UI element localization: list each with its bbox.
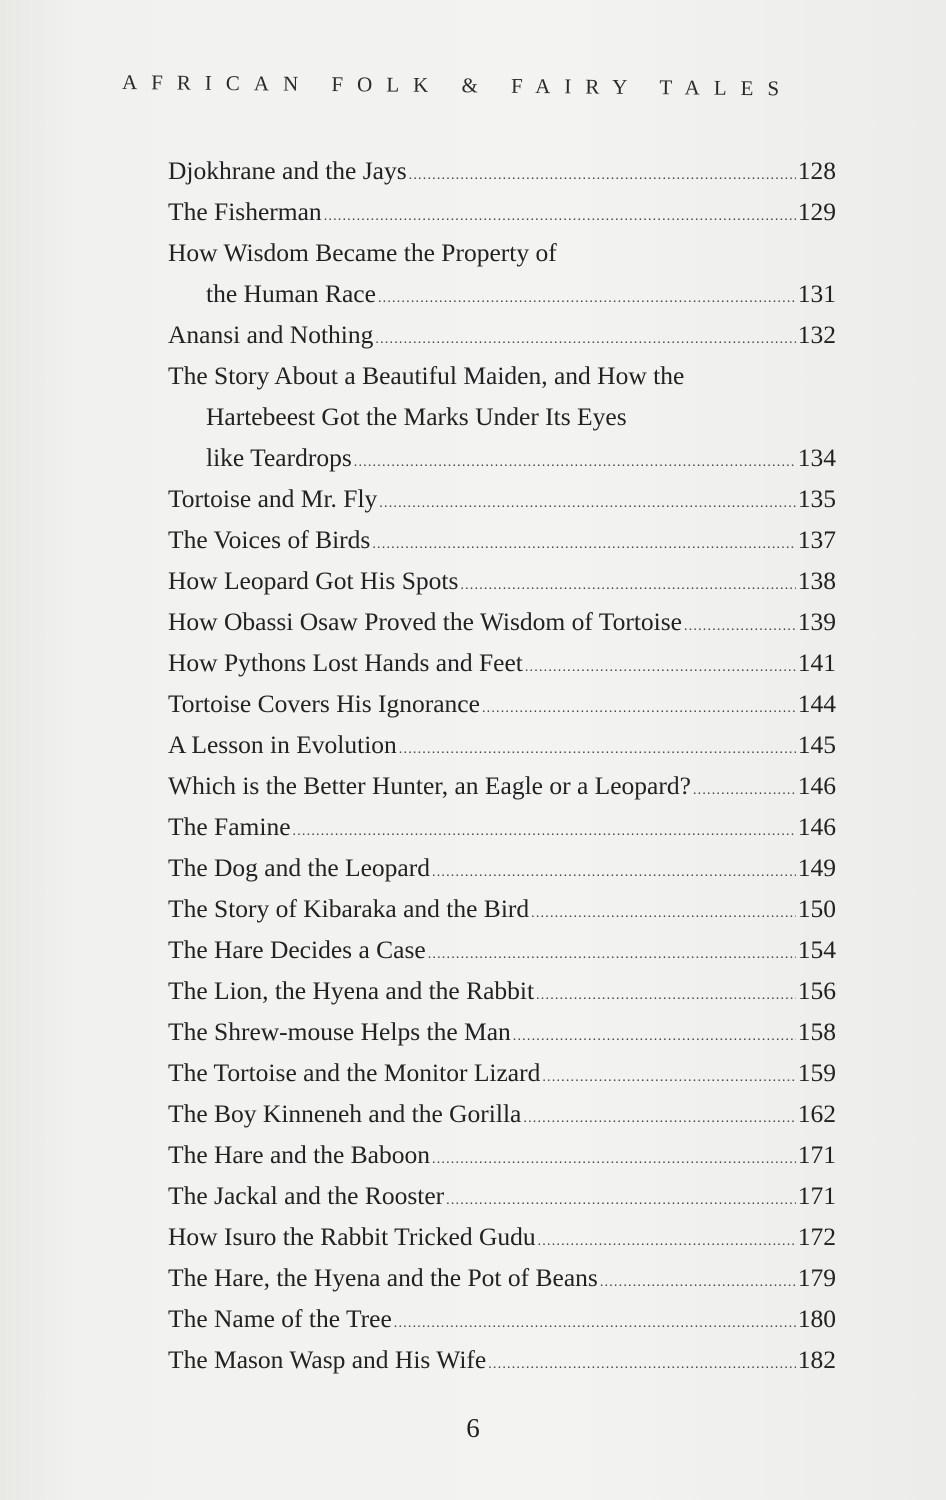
- toc-entry-page-number: 150: [797, 894, 836, 923]
- page-number: 6: [466, 1413, 480, 1443]
- toc-entry-page-number: 182: [797, 1345, 836, 1374]
- toc-entry: [168, 1339, 836, 1380]
- toc-entry-title: How Leopard Got His Spots: [168, 566, 459, 595]
- toc-entry-title: Which is the Better Hunter, an Eagle or a Leopard?: [168, 771, 691, 800]
- dot-leader: [693, 770, 796, 811]
- dot-leader: [372, 524, 795, 565]
- toc-entry-title: How Pythons Lost Hands and Feet: [168, 648, 523, 677]
- dot-leader: [531, 893, 796, 934]
- toc-entry-page-number: 128: [797, 156, 836, 185]
- toc-entry-title-line: How Wisdom Became the Property of: [168, 238, 557, 267]
- dot-leader: [460, 565, 795, 606]
- toc-entry-page-number: 134: [797, 443, 836, 472]
- dot-leader: [324, 196, 796, 237]
- dot-leader: [446, 1180, 796, 1221]
- toc-entry-title: The Voices of Birds: [168, 525, 371, 554]
- toc-entry: [168, 601, 836, 642]
- toc-entry-page-number: 162: [797, 1099, 836, 1128]
- toc-entry: [168, 642, 836, 683]
- toc-entry-page-number: 179: [797, 1263, 836, 1292]
- toc-entry-title: The Mason Wasp and His Wife: [168, 1345, 487, 1374]
- toc-entry-title-line: The Story About a Beautiful Maiden, and How the: [168, 361, 685, 390]
- toc-entry-title: How Obassi Osaw Proved the Wisdom of Tortoise: [168, 607, 682, 636]
- toc-entry-title: The Name of the Tree: [168, 1304, 392, 1333]
- toc-entry-page-number: 171: [797, 1140, 836, 1169]
- toc-entry-title: Anansi and Nothing: [168, 320, 374, 349]
- dot-leader: [293, 811, 796, 852]
- toc-entry: [168, 191, 836, 232]
- toc-entry-title: The Shrew-mouse Helps the Man: [168, 1017, 511, 1046]
- toc-entry-page-number: 154: [797, 935, 836, 964]
- toc-entry-page-number: 146: [797, 812, 836, 841]
- toc-entry-page-number: 180: [797, 1304, 836, 1333]
- toc-entry-page-number: 132: [797, 320, 836, 349]
- toc-entry-title: The Lion, the Hyena and the Rabbit: [168, 976, 535, 1005]
- running-head: AFRICAN FOLK & FAIRY TALES: [121, 70, 794, 101]
- toc-entry: [168, 1216, 836, 1257]
- toc-entry: [168, 1052, 836, 1093]
- toc-entry-title: The Fisherman: [168, 197, 322, 226]
- toc-entry-page-number: 139: [797, 607, 836, 636]
- toc-entry: [168, 806, 836, 847]
- toc-entry-title: Tortoise Covers His Ignorance: [168, 689, 480, 718]
- toc-entry-page-number: 137: [797, 525, 836, 554]
- toc-entry: [168, 560, 836, 601]
- toc-entry-title: The Dog and the Leopard: [168, 853, 430, 882]
- toc-entry-page-number: 149: [797, 853, 836, 882]
- toc-entry: [168, 1257, 836, 1298]
- toc-entry: [168, 150, 836, 191]
- toc-entry-page-number: 144: [797, 689, 836, 718]
- toc-entry: [168, 970, 836, 1011]
- dot-leader: [536, 975, 796, 1016]
- dot-leader: [428, 934, 796, 975]
- table-of-contents: [168, 150, 836, 1380]
- toc-entry-title: The Jackal and the Rooster: [168, 1181, 445, 1210]
- dot-leader: [432, 1139, 796, 1180]
- toc-entry-title: The Tortoise and the Monitor Lizard: [168, 1058, 541, 1087]
- toc-entry: [168, 273, 836, 314]
- toc-entry-title: How Isuro the Rabbit Tricked Gudu: [168, 1222, 536, 1251]
- toc-entry-title: The Boy Kinneneh and the Gorilla: [168, 1099, 522, 1128]
- toc-entry-page-number: 156: [797, 976, 836, 1005]
- toc-entry: [168, 888, 836, 929]
- toc-entry-page-number: 158: [797, 1017, 836, 1046]
- toc-entry-title: The Hare Decides a Case: [168, 935, 426, 964]
- toc-entry-title: The Hare, the Hyena and the Pot of Beans: [168, 1263, 598, 1292]
- toc-entry-page-number: 141: [797, 648, 836, 677]
- toc-entry-page-number: 135: [797, 484, 836, 513]
- toc-entry: [168, 1093, 836, 1134]
- dot-leader: [432, 852, 796, 893]
- dot-leader: [378, 278, 796, 319]
- toc-entry: [168, 1298, 836, 1339]
- toc-entry-page-number: 138: [797, 566, 836, 595]
- toc-entry-page-number: 131: [797, 279, 836, 308]
- dot-leader: [513, 1016, 796, 1057]
- dot-leader: [375, 319, 795, 360]
- toc-entry-title: the Human Race: [206, 279, 376, 308]
- toc-entry-page-number: 171: [797, 1181, 836, 1210]
- toc-entry: [168, 437, 836, 478]
- dot-leader: [538, 1221, 796, 1262]
- toc-entry-title: like Teardrops: [206, 443, 352, 472]
- toc-entry-title: A Lesson in Evolution: [168, 730, 397, 759]
- toc-entry: [168, 478, 836, 519]
- toc-entry-title: The Famine: [168, 812, 291, 841]
- dot-leader: [542, 1057, 795, 1098]
- toc-entry-page-number: 172: [797, 1222, 836, 1251]
- dot-leader: [354, 442, 796, 483]
- toc-entry: [168, 1011, 836, 1052]
- toc-entry-page-number: 159: [797, 1058, 836, 1087]
- dot-leader: [399, 729, 796, 770]
- dot-leader: [394, 1303, 796, 1344]
- toc-entry: [168, 929, 836, 970]
- toc-entry-title: Djokhrane and the Jays: [168, 156, 407, 185]
- toc-entry: [168, 314, 836, 355]
- toc-entry: [168, 683, 836, 724]
- dot-leader: [488, 1344, 796, 1385]
- dot-leader: [684, 606, 796, 647]
- dot-leader: [523, 1098, 795, 1139]
- dot-leader: [525, 647, 796, 688]
- toc-entry: [168, 765, 836, 806]
- toc-entry-page-number: 146: [797, 771, 836, 800]
- toc-entry-title: The Story of Kibaraka and the Bird: [168, 894, 530, 923]
- toc-entry-page-number: 129: [797, 197, 836, 226]
- toc-entry: [168, 1175, 836, 1216]
- toc-entry-title: Tortoise and Mr. Fly: [168, 484, 378, 513]
- dot-leader: [600, 1262, 796, 1303]
- toc-entry: [168, 724, 836, 765]
- dot-leader: [482, 688, 796, 729]
- toc-entry-title-line: Hartebeest Got the Marks Under Its Eyes: [206, 402, 627, 431]
- toc-entry-title: The Hare and the Baboon: [168, 1140, 430, 1169]
- dot-leader: [379, 483, 795, 524]
- dot-leader: [409, 155, 796, 196]
- toc-entry-page-number: 145: [797, 730, 836, 759]
- toc-entry: [168, 1134, 836, 1175]
- toc-entry: [168, 847, 836, 888]
- toc-entry: [168, 519, 836, 560]
